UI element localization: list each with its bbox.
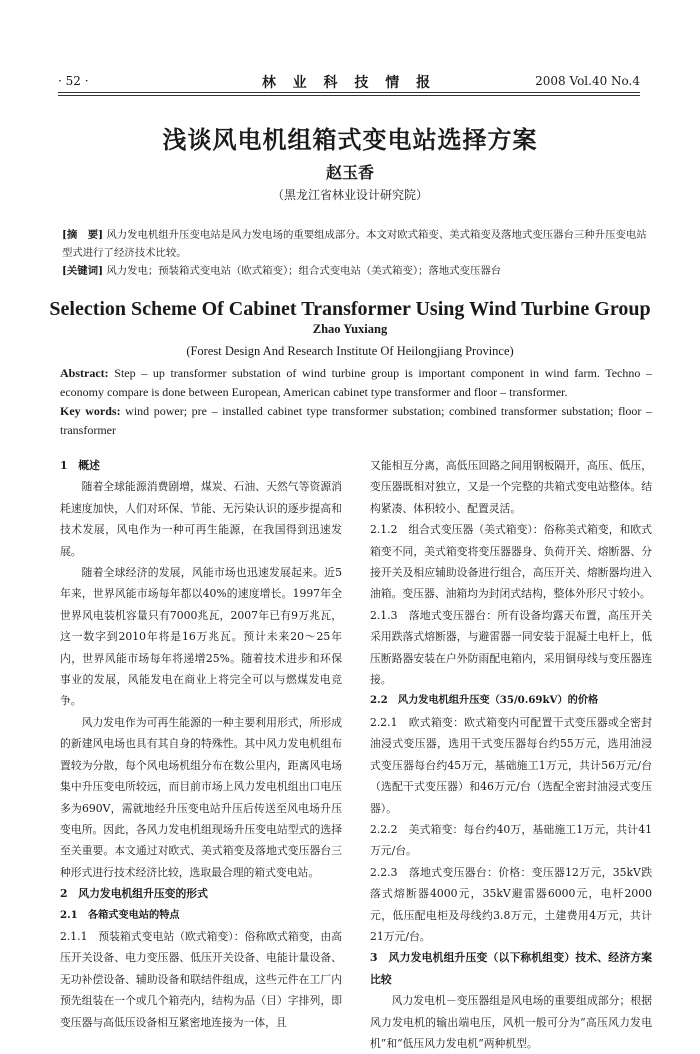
keywords-text: 风力发电；预装箱式变电站（欧式箱变）；组合式变电站（美式箱变）；落地式变压器台 — [106, 265, 502, 277]
body-left-column — [60, 455, 342, 1033]
chinese-abstract — [62, 226, 652, 262]
english-abstract — [60, 364, 652, 402]
header-rule — [58, 95, 640, 96]
paragraph: 随着全球经济的发展，风能市场也迅速发展起来。近5年来，世界风能市场每年都以40%的速度增长。1997年全世界风电装机容量只有7000兆瓦，2007年已有9万兆瓦，这一数字到2010年将是16万兆瓦。预计未来20～25年内，世界风能市场每年将递增25%。随着技术进步和环保事业的发展，风能发电在商业上将完全可以与燃煤发电竞争。 — [60, 566, 342, 708]
paragraph: 2.2.3 落地式变压器台：价格：变压器12万元，35kV跌落式熔断器4000元，35kV避雷器6000元，电杆2000元，低压配电柜及母线约3.8万元，土建费用4万元，共计21万元/台。 — [370, 865, 652, 943]
abstract-text: 风力发电机组升压变电站是风力发电场的重要组成部分。本文对欧式箱变、美式箱变及落地式变压器台三种升压变电站型式进行了经济技术比较。 — [62, 229, 647, 259]
english-keywords-label: Key words: — [60, 404, 121, 418]
english-author: Zhao Yuxiang — [312, 322, 388, 336]
chinese-affiliation: （黑龙江省林业设计研究院） — [271, 188, 428, 202]
paragraph: 随着全球能源消费剧增，煤炭、石油、天然气等资源消耗速度加快，人们对环保、节能、无污染认识的逐步提高和技术发展，风电作为一种可再生能源，在我国得到迅速发展。 — [60, 480, 342, 558]
section-3-heading: 3 风力发电机组升压变（以下称机组变）技术、经济方案比较 — [370, 951, 652, 986]
english-affiliation: (Forest Design And Research Institute Of Heilongjiang Province) — [186, 344, 514, 358]
paragraph: 风力发电机－变压器组是风电场的重要组成部分；根据风力发电机的输出端电压，风机一般可分为“高压风力发电机”和“低压风力发电机”两种机型。 — [370, 994, 652, 1050]
abstract-label: [摘 要] — [62, 229, 104, 241]
section-2-heading: 2 风力发电机组升压变的形式 — [60, 887, 208, 901]
english-abstract-label: Abstract: — [60, 366, 109, 380]
body-right-column — [370, 455, 652, 1054]
section-1-heading: 1 概述 — [60, 459, 100, 472]
chinese-title: 浅谈风电机组箱式变电站选择方案 — [162, 125, 538, 154]
english-keywords-text: wind power; pre – installed cabinet type transformer substation; combined transformer substation; floor – transformer — [60, 404, 652, 437]
chinese-author: 赵玉香 — [325, 163, 374, 182]
paragraph: 风力发电作为可再生能源的一种主要利用形式，所形成的新建风电场也具有其自身的特殊性。其中风力发电机组布置较为分散，每个风电场机组分布在数公里内，距离风电场集中升压变电所较远，而目前市场上风力发电机组出口电压多为690V，需就地经升压变电站升压后传送至风电场升压变电所。因此，各风力发电机组现场升压变电站型式的选择至关重要。本文通过对欧式、美式箱变及落地式变压器台三种形式进行技术经济比较，选取最合理的箱式变电站。 — [60, 715, 342, 879]
english-keywords — [60, 402, 652, 440]
keywords-label: [关键词] — [62, 265, 104, 277]
english-abstract-text: Step – up transformer substation of wind turbine group is important component in wind farm. Techno – economy compare is done between European, American cabinet type transformer and floor – transformer. — [60, 366, 653, 399]
page-number: · 52 · — [58, 74, 89, 88]
paragraph: 又能相互分离，高低压回路之间用钢板隔开，高压、低压，变压器既相对独立，又是一个完整的共箱式变电站整体。结构紧凑、体积较小、配置灵活。 — [370, 459, 652, 515]
running-header — [58, 70, 640, 93]
english-abstract-block — [60, 364, 652, 440]
journal-name: 林 业 科 技 情 报 — [261, 75, 437, 91]
paragraph: 2.1.3 落地式变压器台：所有设备均露天布置，高压开关采用跌落式熔断器，与避雷器一同安装于混凝土电杆上，低压断路器安装在户外防雨配电箱内，采用铜母线与变压器连接。 — [370, 608, 652, 687]
english-title: Selection Scheme Of Cabinet Transformer Using Wind Turbine Group — [49, 298, 651, 320]
section-2-1-heading: 2.1 各箱式变电站的特点 — [60, 908, 180, 921]
paragraph: 2.1.2 组合式变压器（美式箱变）：俗称美式箱变，和欧式箱变不同，美式箱变将变压器器身、负荷开关、熔断器、分接开关及相应辅助设备进行组合，高压开关、熔断器均进入油箱。变压器、油箱均为封闭式结构，整体外形尺寸较小。 — [370, 523, 652, 601]
issue-info: 2008 Vol.40 No.4 — [535, 74, 640, 88]
paragraph: 2.2.1 欧式箱变：欧式箱变内可配置干式变压器或全密封油浸式变压器，选用干式变压器每台约55万元，选用油浸式变压器每台约45万元，基础施工1万元，共计56万元/台（选配干式变压器）和46万元/台（选配全密封油浸式变压器）。 — [370, 715, 652, 815]
section-2-2-heading: 2.2 风力发电机组升压变（35/0.69kV）的价格 — [370, 694, 599, 707]
chinese-keywords — [62, 262, 652, 280]
paragraph: 2.2.2 美式箱变：每台约40万，基础施工1万元，共计41万元/台。 — [370, 822, 652, 858]
paragraph: 2.1.1 预装箱式变电站（欧式箱变）：俗称欧式箱变，由高压开关设备、电力变压器、低压开关设备、电能计量设备、无功补偿设备、辅助设备和联结件组成，这些元件在工厂内预先组装在一个或几个箱壳内，结构为品（目）字排列，即变压器与高低压设备相互紧密地连接为一体，且 — [60, 929, 342, 1029]
